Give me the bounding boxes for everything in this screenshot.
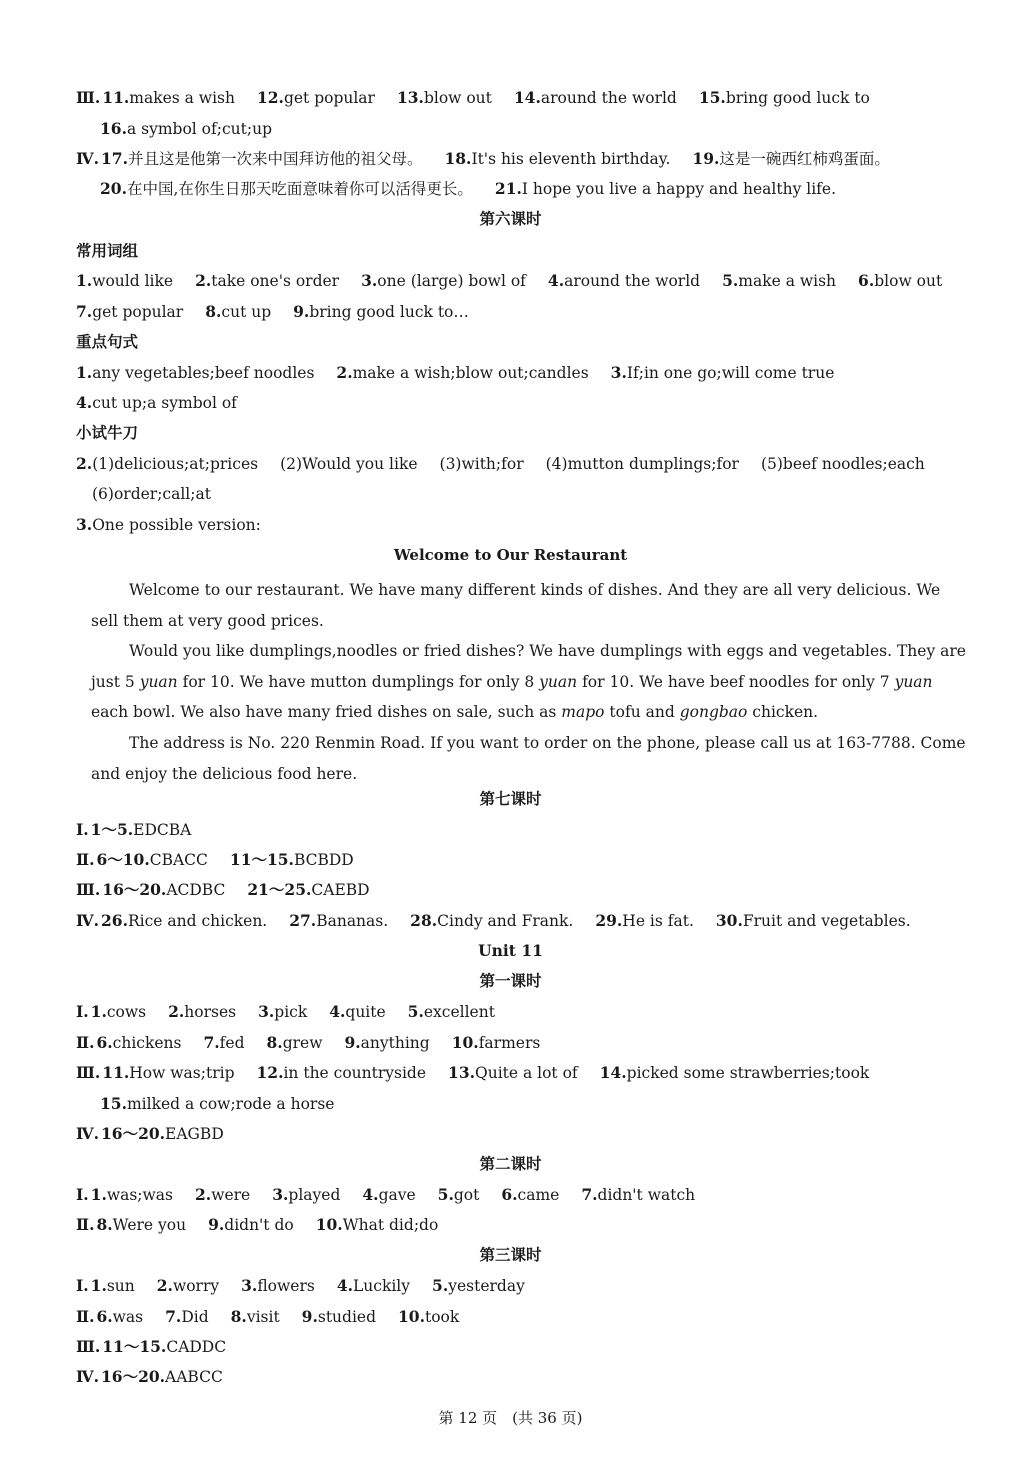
phrases-line-1: 1.would like 2.take one's order 3.one (large) bowl of 4.around the world 5.make a wish 6.blow out [76, 271, 943, 290]
sentences-heading: 重点句式 [76, 333, 139, 351]
practice-line-2: (6)order;call;at [92, 485, 211, 503]
unit11-l1-line-i: Ⅰ. 1.cows 2.horses 3.pick 4.quite 5.excellent [76, 1002, 495, 1021]
answer-line-b1-iii-cont: 16.a symbol of;cut;up [100, 119, 272, 138]
practice-heading: 小试牛刀 [76, 424, 139, 442]
unit11-l2-line-i: Ⅰ. 1.was;was 2.were 3.played 4.gave 5.got 6.came 7.didn't watch [76, 1185, 696, 1204]
answer-line-b1-iv-cont: 20.在中国,在你生日那天吃面意味着你可以活得更长。 21.I hope you live a happy and healthy life. [100, 179, 837, 198]
lesson-7-line-i: Ⅰ. 1～5.EDCBA [76, 820, 192, 839]
lesson-6-title: 第六课时 [479, 210, 542, 228]
unit11-l3-line-i: Ⅰ. 1.sun 2.worry 3.flowers 4.Luckily 5.yesterday [76, 1276, 525, 1295]
essay-title: Welcome to Our Restaurant [393, 546, 628, 564]
unit11-l3-line-iv: Ⅳ. 16～20.AABCC [76, 1367, 223, 1386]
lesson-7-line-iii: Ⅲ. 16～20.ACDBC 21～25.CAEBD [76, 880, 370, 899]
essay-paragraph-1: Welcome to our restaurant. We have many different kinds of dishes. And they are all very delicious. We sell them at very good prices. [91, 581, 941, 630]
essay-paragraph-3: The address is No. 220 Renmin Road. If you want to order on the phone, please call us at 163-7788. Come and enjoy the delicious food here. [91, 734, 966, 783]
unit11-lesson-1-title: 第一课时 [479, 972, 542, 990]
answer-line-b1-iv: Ⅳ. 17.并且这是他第一次来中国拜访他的祖父母。 18.It's his eleventh birthday. 19.这是一碗西红柿鸡蛋面。 [76, 149, 890, 168]
unit11-lesson-2-title: 第二课时 [479, 1155, 542, 1173]
unit11-l1-line-iv: Ⅳ. 16～20.EAGBD [76, 1124, 224, 1143]
practice-line-1: 2.(1)delicious;at;prices (2)Would you like (3)with;for (4)mutton dumplings;for (5)beef noodles;each [76, 454, 925, 473]
unit-title: Unit 11 [478, 941, 543, 960]
sentences-line-2: 4.cut up;a symbol of [76, 393, 237, 412]
lesson-7-line-iv: Ⅳ. 26.Rice and chicken. 27.Bananas. 28.Cindy and Frank. 29.He is fat. 30.Fruit and vegetables. [76, 911, 911, 930]
unit11-lesson-3-title: 第三课时 [479, 1246, 542, 1264]
unit11-l1-line-ii: Ⅱ. 6.chickens 7.fed 8.grew 9.anything 10.farmers [76, 1033, 541, 1052]
unit11-l1-line-iii: Ⅲ. 11.How was;trip 12.in the countryside 13.Quite a lot of 14.picked some strawberries;took [76, 1063, 870, 1082]
phrases-heading: 常用词组 [76, 242, 139, 260]
lesson-7-line-ii: Ⅱ. 6～10.CBACC 11～15.BCBDD [76, 850, 354, 869]
essay-paragraph-2: Would you like dumplings,noodles or fried dishes? We have dumplings with eggs and vegetables. They are just 5 yuan for 10. We have mutton dumplings for only 8 yuan for 10. We have beef noodles for only 7 yuan each bowl. We also have many fried dishes on sale, such as mapo tofu and gongbao chicken. [91, 642, 966, 721]
answer-line-b1-iii: Ⅲ. 11.makes a wish 12.get popular 13.blow out 14.around the world 15.bring good luck to [76, 88, 870, 107]
sentences-line-1: 1.any vegetables;beef noodles 2.make a wish;blow out;candles 3.If;in one go;will come true [76, 363, 835, 382]
practice-line-3: 3.One possible version: [76, 515, 261, 534]
unit11-l3-line-ii: Ⅱ. 6.was 7.Did 8.visit 9.studied 10.took [76, 1307, 460, 1326]
lesson-7-title: 第七课时 [479, 790, 542, 808]
unit11-l3-line-iii: Ⅲ. 11～15.CADDC [76, 1337, 227, 1356]
phrases-line-2: 7.get popular 8.cut up 9.bring good luck to… [76, 302, 469, 321]
page-footer: 第 12 页 (共 36 页) [438, 1409, 583, 1427]
unit11-l1-line-iii-cont: 15.milked a cow;rode a horse [100, 1094, 335, 1113]
unit11-l2-line-ii: Ⅱ. 8.Were you 9.didn't do 10.What did;do [76, 1215, 439, 1234]
